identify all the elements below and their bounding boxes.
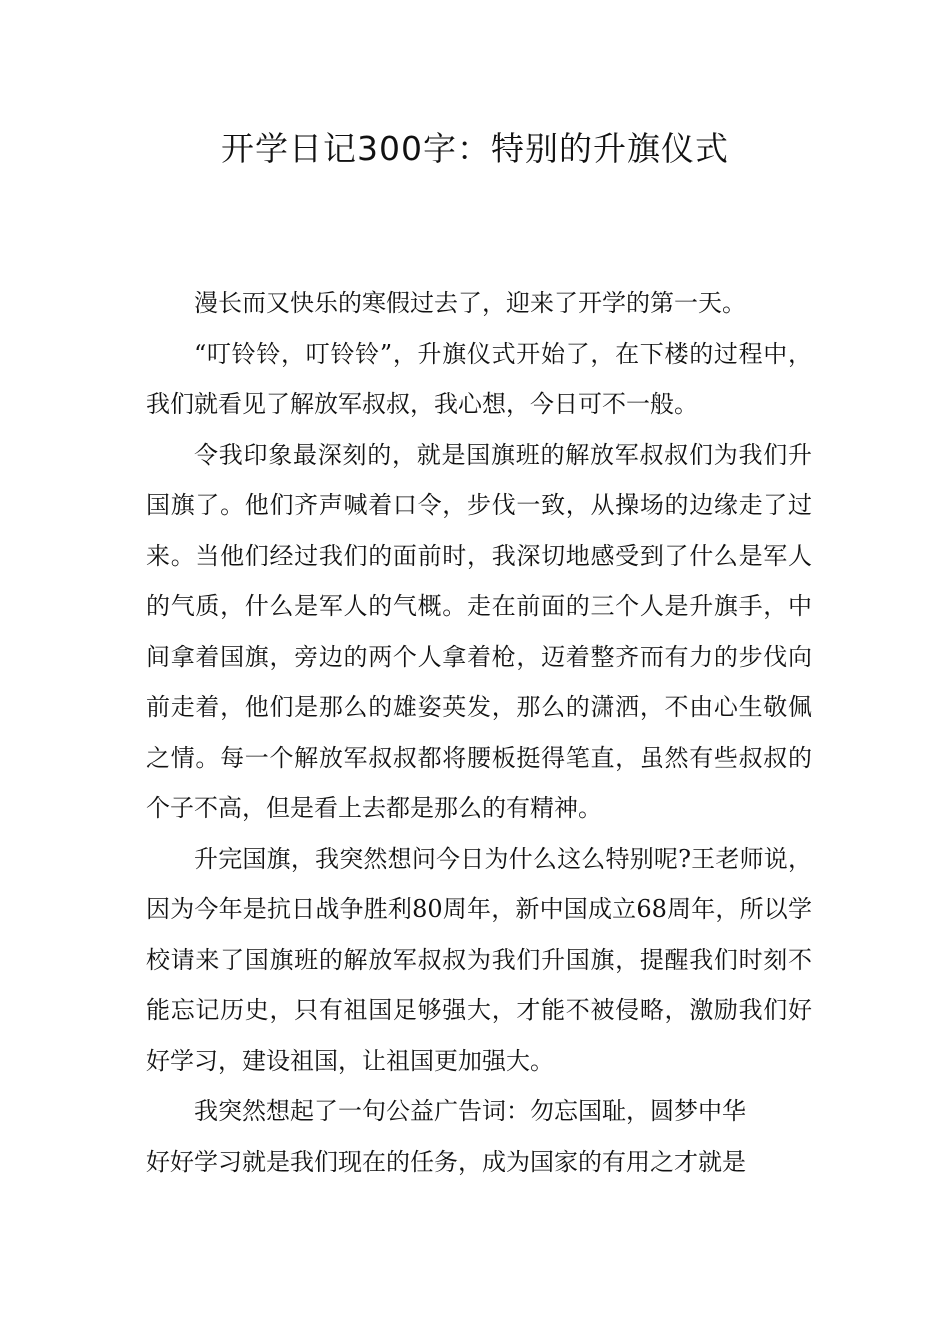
paragraph-5: 我突然想起了一句公益广告词：勿忘国耻，圆梦中华 [194, 1097, 746, 1125]
paragraph-2: “叮铃铃，叮铃铃”，升旗仪式开始了，在下楼的过程中，我们就看见了解放军叔叔，我心想，今日可不一般。 [146, 339, 812, 418]
paragraph-1: 漫长而又快乐的寒假过去了，迎来了开学的第一天。 [194, 289, 746, 317]
paragraph-4: 升完国旗，我突然想问今日为什么这么特别呢?王老师说，因为今年是抗日战争胜利80周年，新中国成立68周年，所以学校请来了国旗班的解放军叔叔为我们升国旗，提醒我们时刻不能忘记历史，只有祖国足够强大，才能不被侵略，激励我们好好学习，建设祖国，让祖国更加强大。 [146, 844, 812, 1075]
document-body [146, 278, 812, 1187]
paragraph-6: 好好学习就是我们现在的任务，成为国家的有用之才就是 [146, 1147, 746, 1176]
paragraph-3: 令我印象最深刻的，就是国旗班的解放军叔叔们为我们升国旗了。他们齐声喊着口令，步伐一致，从操场的边缘走了过来。当他们经过我们的面前时，我深切地感受到了什么是军人的气质，什么是军人的气概。走在前面的三个人是升旗手，中间拿着国旗，旁边的两个人拿着枪，迈着整齐而有力的步伐向前走着，他们是那么的雄姿英发，那么的潇洒，不由心生敬佩之情。每一个解放军叔叔都将腰板挺得笔直，虽然有些叔叔的个子不高，但是看上去都是那么的有精神。 [146, 440, 812, 822]
document-title: 开学日记300字：特别的升旗仪式 [221, 129, 729, 168]
